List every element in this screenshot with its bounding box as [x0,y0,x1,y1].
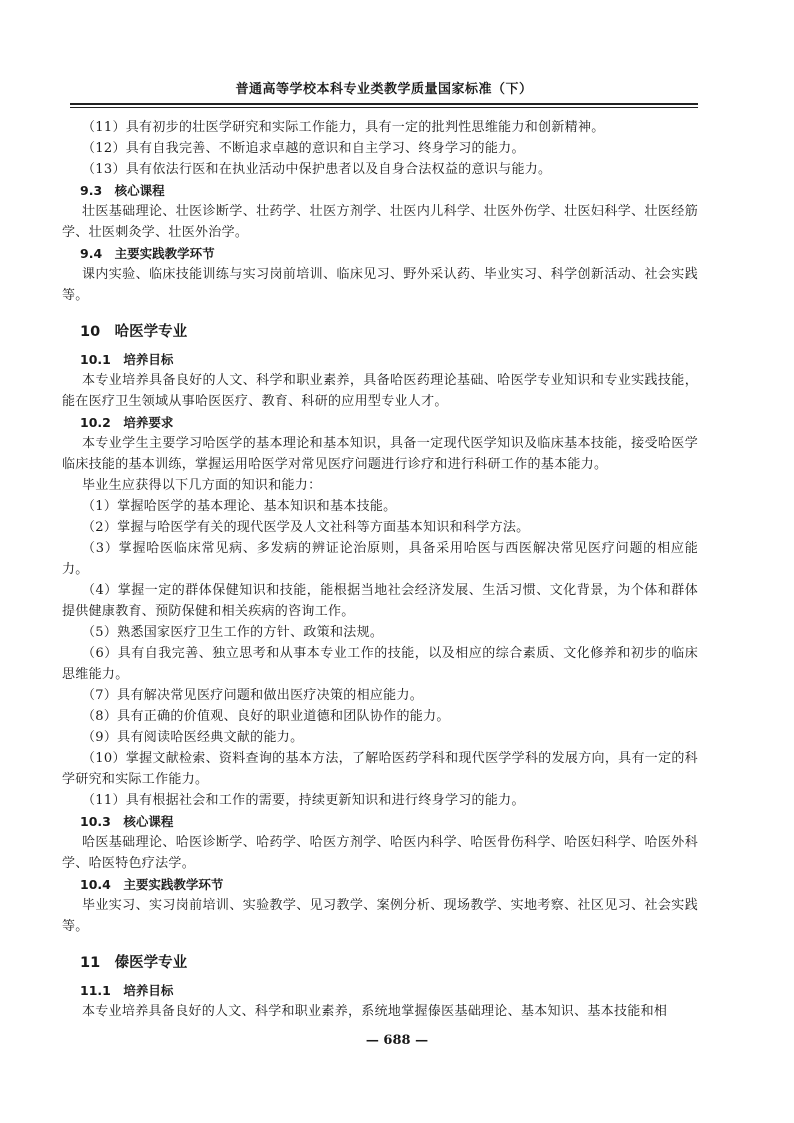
list-item: （9）具有阅读哈医经典文献的能力。 [82,730,304,745]
list-item: （6）具有自我完善、独立思考和从事本专业工作的技能，以及相应的综合素质、文化修养和初步的临床思维能力。 [62,646,698,682]
paragraph: 本专业培养具备良好的人文、科学和职业素养，具备哈医药理论基础、哈医学专业知识和专业实践技能，能在医疗卫生领域从事哈医医疗、教育、科研的应用型专业人才。 [62,373,698,409]
header-rule [70,103,698,105]
paragraph: 本专业学生主要学习哈医学的基本理论和基本知识，具备一定现代医学知识及临床基本技能，接受哈医学临床技能的基本训练，掌握运用哈医学对常见医疗问题进行诊疗和进行科研工作的基本能力。 [62,436,698,472]
list-item: （7）具有解决常见医疗问题和做出医疗决策的相应能力。 [82,688,424,703]
paragraph: 壮医基础理论、壮医诊断学、壮药学、壮医方剂学、壮医内儿科学、壮医外伤学、壮医妇科学、壮医经筋学、壮医刺灸学、壮医外治学。 [62,204,698,240]
list-item: （3）掌握哈医临床常见病、多发病的辨证论治原则，具备采用哈医与西医解决常见医疗问题的相应能力。 [62,541,698,577]
page-number: — 688 — [365,1033,429,1048]
chapter-heading-10: 10 哈医学专业 [80,324,188,340]
section-heading-10-4: 10.4 主要实践教学环节 [80,877,224,892]
list-item: （2）掌握与哈医学有关的现代医学及人文社科等方面基本知识和科学方法。 [82,520,530,535]
section-heading-10-2: 10.2 培养要求 [80,415,174,430]
list-item: （12）具有自我完善、不断追求卓越的意识和自主学习、终身学习的能力。 [82,141,525,156]
list-item: （11）具有根据社会和工作的需要，持续更新知识和进行终身学习的能力。 [82,793,525,808]
paragraph: 本专业培养具备良好的人文、科学和职业素养，系统地掌握傣医基础理论、基本知识、基本技能和相 [82,1004,668,1019]
list-item: （10）掌握文献检索、资料查询的基本方法，了解哈医药学科和现代医学学科的发展方向，具有一定的科学研究和实际工作能力。 [62,751,698,787]
running-header: 普通高等学校本科专业类教学质量国家标准（下） [235,82,533,97]
list-item: （11）具有初步的壮医学研究和实际工作能力，具有一定的批判性思维能力和创新精神。 [82,120,605,135]
paragraph: 毕业生应获得以下几方面的知识和能力： [82,478,322,493]
paragraph: 哈医基础理论、哈医诊断学、哈药学、哈医方剂学、哈医内科学、哈医骨伤科学、哈医妇科学、哈医外科学、哈医特色疗法学。 [62,835,698,871]
list-item: （5）熟悉国家医疗卫生工作的方针、政策和法规。 [82,625,384,640]
section-heading-9-4: 9.4 主要实践教学环节 [80,246,215,261]
chapter-heading-11: 11 傣医学专业 [80,955,188,971]
section-heading-10-3: 10.3 核心课程 [80,814,174,829]
section-heading-11-1: 11.1 培养目标 [80,983,174,998]
list-item: （1）掌握哈医学的基本理论、基本知识和基本技能。 [82,499,397,514]
list-item: （4）掌握一定的群体保健知识和技能，能根据当地社会经济发展、生活习惯、文化背景，为个体和群体提供健康教育、预防保健和相关疾病的咨询工作。 [62,583,698,619]
section-heading-10-1: 10.1 培养目标 [80,352,174,367]
paragraph: 课内实验、临床技能训练与实习岗前培训、临床见习、野外采认药、毕业实习、科学创新活动、社会实践等。 [62,267,698,303]
header-rule-thin [70,107,698,108]
list-item: （13）具有依法行医和在执业活动中保护患者以及自身合法权益的意识与能力。 [82,162,552,177]
paragraph: 毕业实习、实习岗前培训、实验教学、见习教学、案例分析、现场教学、实地考察、社区见习、社会实践等。 [62,898,698,934]
page-body [62,117,698,1022]
section-heading-9-3: 9.3 核心课程 [80,183,165,198]
list-item: （8）具有正确的价值观、良好的职业道德和团队协作的能力。 [82,709,450,724]
